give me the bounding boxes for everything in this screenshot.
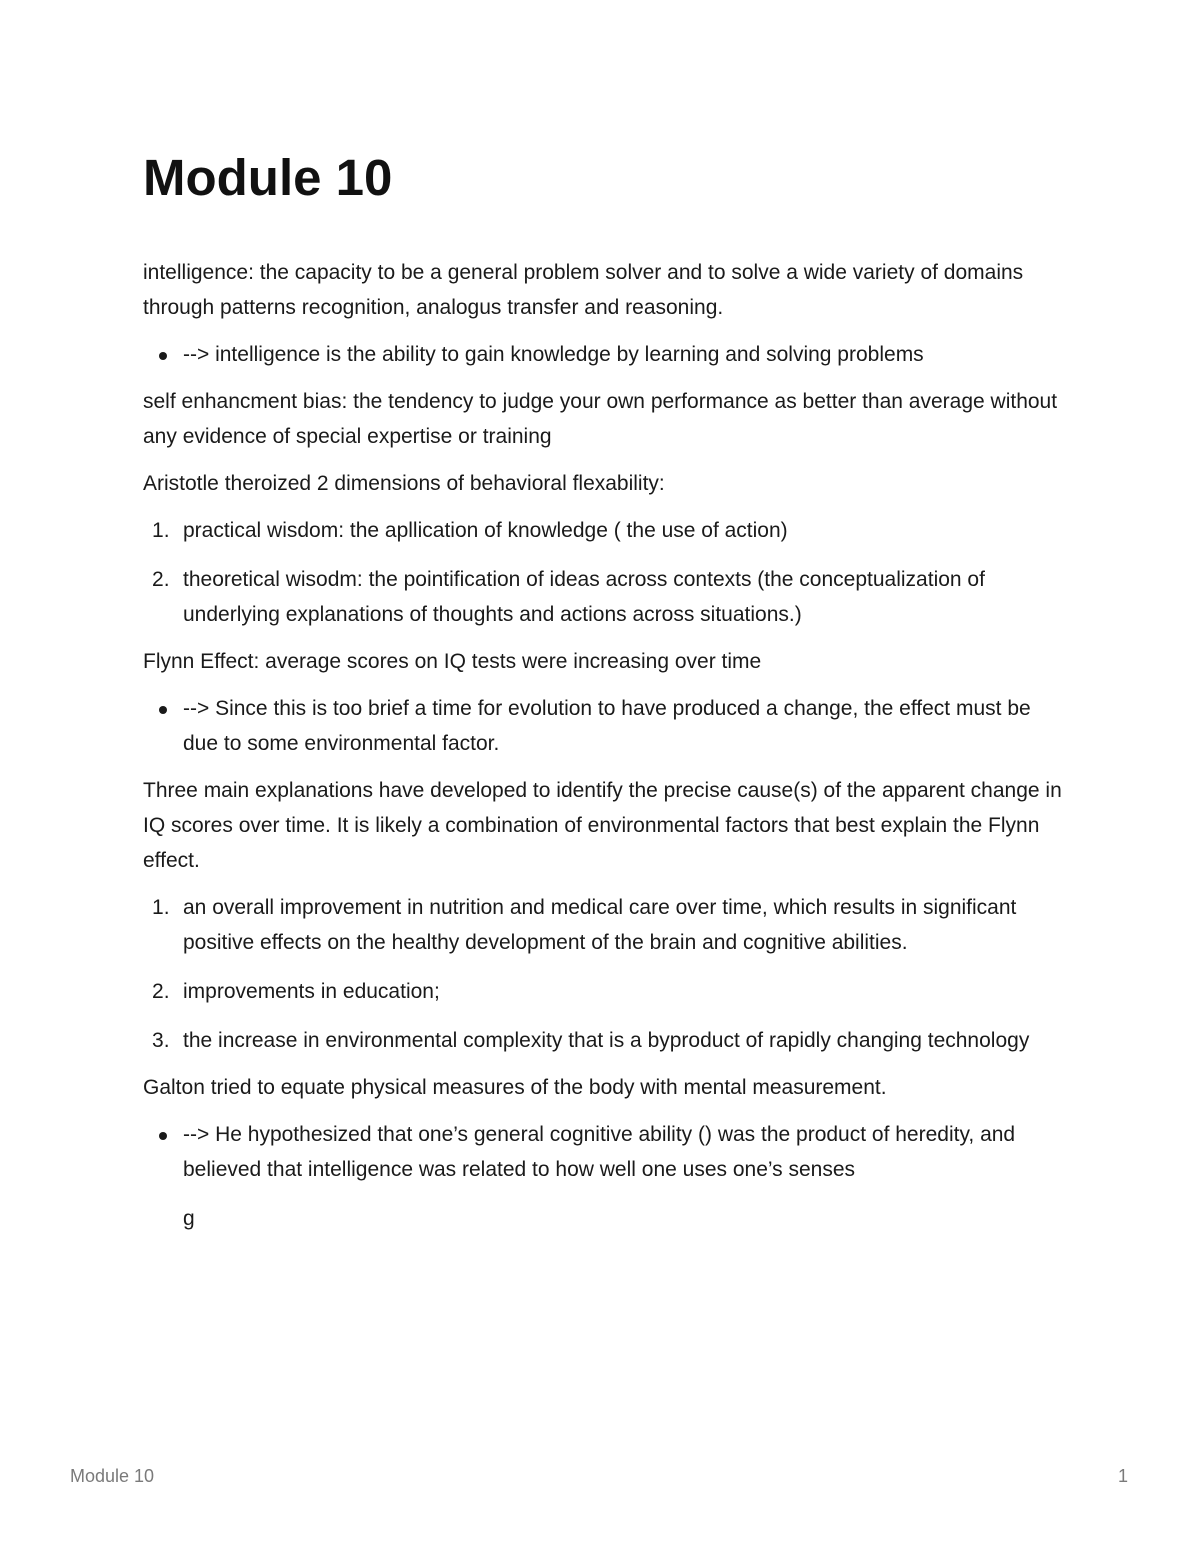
aristotle-intro: Aristotle theroized 2 dimensions of behavioral flexability:	[143, 472, 665, 495]
flynn-definition: Flynn Effect: average scores on IQ tests were increasing over time	[143, 650, 762, 673]
intelligence-bullet-list	[143, 337, 1063, 372]
list-item: practical wisdom: the apllication of knowledge ( the use of action)	[183, 519, 788, 542]
explanations-list	[143, 890, 1063, 1058]
explanations-intro: Three main explanations have developed to identify the precise cause(s) of the apparent change in IQ scores over time. It is likely a combination of environmental factors that best explain the Flynn effect.	[143, 779, 1062, 872]
intelligence-definition: intelligence: the capacity to be a general problem solver and to solve a wide variety of domains through patterns recognition, analogus transfer and reasoning.	[143, 261, 1024, 319]
list-item: an overall improvement in nutrition and medical care over time, which results in significant positive effects on the healthy development of the brain and cognitive abilities.	[183, 896, 1017, 954]
galton-g-symbol: g	[183, 1207, 195, 1230]
list-item	[183, 1117, 1063, 1236]
self-enhancement-definition: self enhancment bias: the tendency to judge your own performance as better than average without any evidence of special expertise or training	[143, 390, 1058, 448]
list-item: improvements in education;	[183, 980, 440, 1003]
flynn-bullet-list	[143, 691, 1063, 761]
footer-title: Module 10	[70, 1466, 155, 1486]
page-title: Module 10	[143, 149, 393, 206]
list-item: theoretical wisodm: the pointification of ideas across contexts (the conceptualization of underlying explanations of thoughts and actions across situations.)	[183, 568, 985, 626]
aristotle-list	[143, 513, 1063, 632]
list-item: --> intelligence is the ability to gain knowledge by learning and solving problems	[183, 337, 1063, 372]
galton-statement: Galton tried to equate physical measures of the body with mental measurement.	[143, 1076, 887, 1099]
page-number: 1	[1118, 1466, 1129, 1486]
galton-bullet-list	[143, 1117, 1063, 1236]
list-item: the increase in environmental complexity that is a byproduct of rapidly changing technology	[183, 1029, 1030, 1052]
document-body	[143, 147, 1063, 1248]
galton-bullet-text: --> He hypothesized that one’s general cognitive ability () was the product of heredity, and believed that intelligence was related to how well one uses one’s senses	[183, 1123, 1016, 1181]
list-item: --> Since this is too brief a time for evolution to have produced a change, the effect must be due to some environmental factor.	[183, 691, 1063, 761]
